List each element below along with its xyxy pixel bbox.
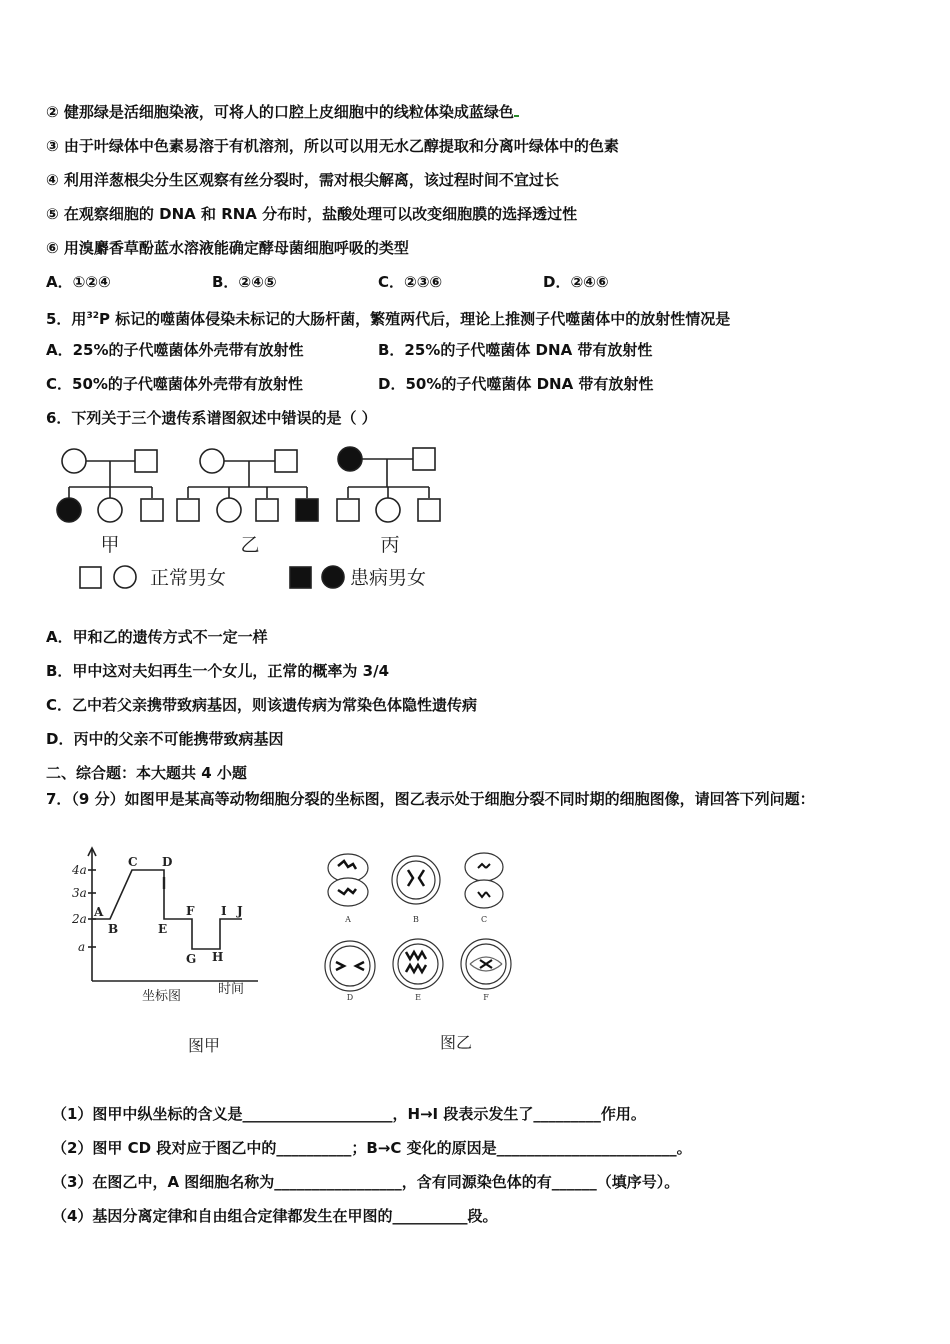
pedigree-yi — [177, 449, 318, 522]
pedigree-label-bing: 丙 — [380, 534, 400, 556]
q6-option-b[interactable]: B．甲中这对夫妇再生一个女儿，正常的概率为 3/4 — [46, 662, 390, 680]
graph-xlabel: 时间 — [218, 982, 245, 997]
cell-label-b: B — [413, 915, 419, 924]
legend-normal-female-icon — [114, 566, 136, 588]
statement-2: ② 健那绿是活细胞染液，可将人的口腔上皮细胞中的线粒体染成蓝绿色 — [46, 102, 519, 122]
point-a-label: A — [94, 905, 104, 919]
q4-option-b[interactable]: B．②④⑤ — [212, 273, 277, 291]
cell-label-a: A — [345, 915, 351, 924]
pedigree-label-yi: 乙 — [240, 534, 260, 556]
q7-stem: 7．（9 分）如图甲是某高等动物细胞分裂的坐标图，图乙表示处于细胞分裂不同时期的细胞图像，请回答下列问题： — [46, 790, 815, 808]
cell-b — [392, 856, 440, 904]
pedigree-label-jia: 甲 — [100, 534, 120, 556]
cell-a — [328, 854, 368, 906]
graph-small-caption: 坐标图 — [142, 989, 182, 1004]
q7-sub2: （2）图甲 CD 段对应于图乙中的__________；B→C 变化的原因是________________________。 — [52, 1139, 692, 1157]
point-j-label: J — [237, 904, 243, 918]
q5-stem: 5．用$^{32}$P 标记的噬菌体侵染未标记的大肠杆菌，繁殖两代后，理论上推测子代噬菌体中的放射性情况是 — [46, 310, 731, 328]
superscript-32: 32 — [86, 311, 99, 321]
figure-jia-caption: 图甲 — [188, 1036, 221, 1055]
pedigree-figure — [50, 440, 450, 600]
q6-option-c[interactable]: C．乙中若父亲携带致病基因，则该遗传病为常染色体隐性遗传病 — [46, 696, 478, 714]
point-i-label: I — [221, 904, 227, 918]
pedigree-jia — [57, 449, 163, 522]
y-tick-label-4a: 4a — [72, 863, 87, 877]
point-e-label: E — [158, 922, 168, 936]
point-h-label: H — [212, 950, 224, 964]
q7-sub1: （1）图甲中纵坐标的含义是____________________，H→I 段表示发生了_________作用。 — [52, 1105, 646, 1123]
cell-label-d: D — [346, 993, 354, 1002]
point-c-label: C — [128, 855, 138, 869]
q5-option-d[interactable]: D．50%的子代噬菌体 DNA 带有放射性 — [378, 375, 654, 393]
q6-option-a[interactable]: A．甲和乙的遗传方式不一定一样 — [46, 628, 268, 646]
q6-option-d[interactable]: D．丙中的父亲不可能携带致病基因 — [46, 730, 284, 748]
y-tick-label-2a: 2a — [72, 912, 87, 926]
statement-4: ④ 利用洋葱根尖分生区观察有丝分裂时，需对根尖解离，该过程时间不宜过长 — [46, 171, 559, 189]
legend-normal-label: 正常男女 — [150, 567, 227, 589]
green-mark — [514, 115, 519, 117]
q7-sub3: （3）在图乙中，A 图细胞名称为_________________，含有同源染色体的有______（填序号）。 — [52, 1173, 680, 1191]
pedigree-bing — [337, 447, 440, 522]
point-g-label: G — [186, 952, 197, 966]
legend-affected-label: 患病男女 — [350, 567, 427, 589]
point-f-label: F — [186, 904, 195, 918]
q5-option-a[interactable]: A．25%的子代噬菌体外壳带有放射性 — [46, 341, 304, 359]
cell-e — [393, 939, 443, 989]
cell-f — [461, 939, 511, 989]
statement-5: ⑤ 在观察细胞的 DNA 和 RNA 分布时，盐酸处理可以改变细胞膜的选择透过性 — [46, 205, 578, 223]
section-heading: 二、综合题：本大题共 4 小题 — [46, 764, 247, 782]
q7-sub4: （4）基因分离定律和自由组合定律都发生在甲图的__________段。 — [52, 1207, 498, 1225]
legend-affected-female-icon — [322, 566, 344, 588]
cell-d — [325, 941, 375, 991]
point-b-label: B — [108, 922, 119, 936]
figure-yi-caption: 图乙 — [440, 1033, 473, 1052]
cell-label-e: E — [415, 993, 421, 1002]
graph-jia — [60, 843, 275, 1063]
q4-option-c[interactable]: C．②③⑥ — [378, 273, 443, 291]
statement-3: ③ 由于叶绿体中色素易溶于有机溶剂，所以可以用无水乙醇提取和分离叶绿体中的色素 — [46, 137, 619, 155]
statement-6: ⑥ 用溴麝香草酚蓝水溶液能确定酵母菌细胞呼吸的类型 — [46, 239, 409, 257]
y-tick-label-3a: 3a — [72, 886, 87, 900]
point-d-label: D — [162, 855, 173, 869]
cell-label-f: F — [483, 993, 489, 1002]
legend-affected-male-icon — [290, 567, 311, 588]
legend-normal-male-icon — [80, 567, 101, 588]
cell-c — [465, 853, 503, 908]
q5-option-b[interactable]: B．25%的子代噬菌体 DNA 带有放射性 — [378, 341, 653, 359]
curve — [92, 870, 242, 949]
q4-option-d[interactable]: D．②④⑥ — [543, 273, 609, 291]
q5-option-c[interactable]: C．50%的子代噬菌体外壳带有放射性 — [46, 375, 303, 393]
q4-option-a[interactable]: A．①②④ — [46, 273, 111, 291]
cell-label-c: C — [480, 915, 488, 924]
cells-yi — [320, 848, 530, 1058]
y-tick-label-a: a — [78, 940, 86, 954]
q6-stem: 6．下列关于三个遗传系谱图叙述中错误的是（ ） — [46, 409, 377, 427]
